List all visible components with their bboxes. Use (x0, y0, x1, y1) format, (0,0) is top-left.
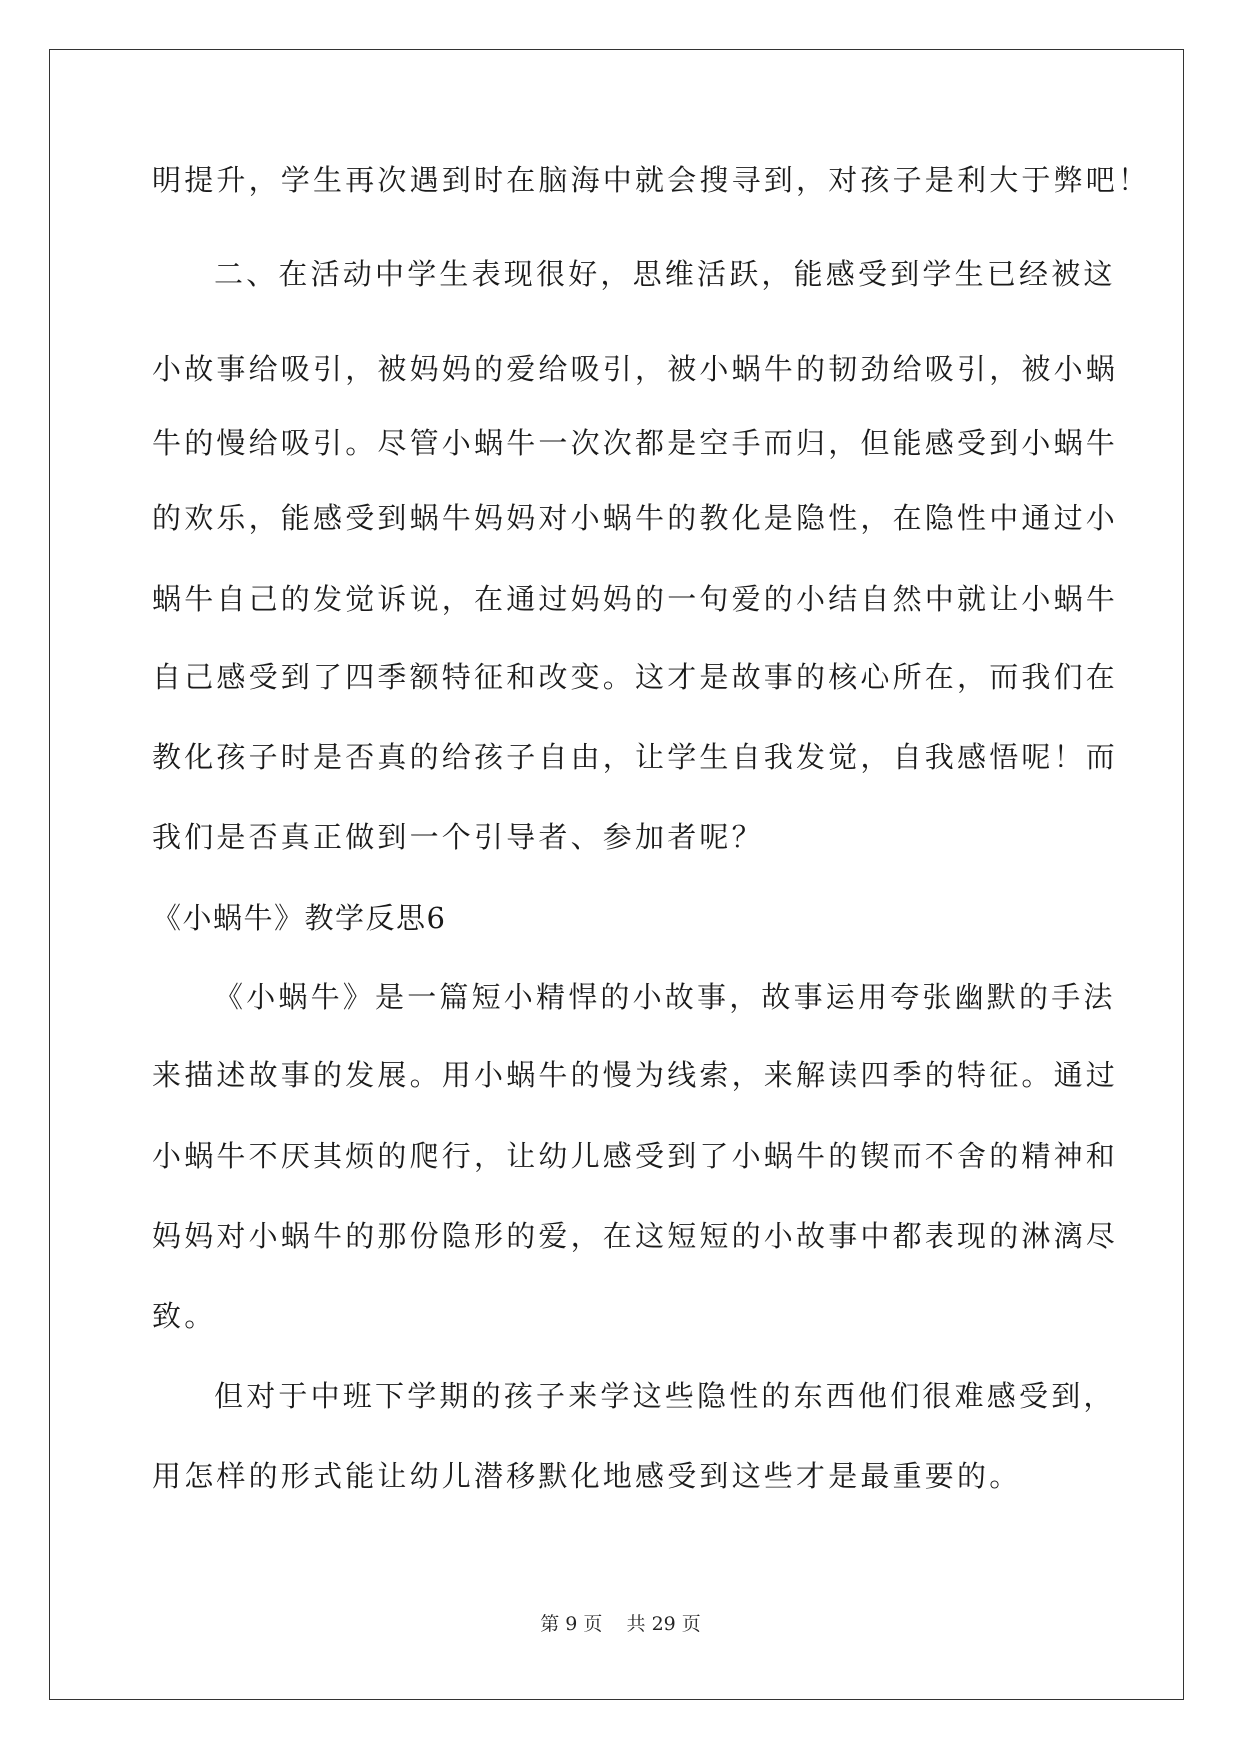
paragraph-line: 致。 (152, 1299, 217, 1333)
paragraph-line: 来描述故事的发展。用小蜗牛的慢为线索，来解读四季的特征。通过 (152, 1058, 1119, 1092)
paragraph-line: 的欢乐，能感受到蜗牛妈妈对小蜗牛的教化是隐性，在隐性中通过小 (152, 501, 1119, 535)
paragraph-line: 自己感受到了四季额特征和改变。这才是故事的核心所在，而我们在 (152, 660, 1119, 694)
paragraph-line: 妈妈对小蜗牛的那份隐形的爱，在这短短的小故事中都表现的淋漓尽 (152, 1219, 1119, 1253)
page-number-footer: 第 9 页 共 29 页 (540, 1613, 701, 1635)
paragraph-line: 二、在活动中学生表现很好，思维活跃，能感受到学生已经被这 (214, 257, 1116, 291)
paragraph-line: 牛的慢给吸引。尽管小蜗牛一次次都是空手而归，但能感受到小蜗牛 (152, 426, 1119, 460)
paragraph-line: 明提升，学生再次遇到时在脑海中就会搜寻到，对孩子是利大于弊吧！ (152, 163, 1151, 197)
paragraph-line: 小蜗牛不厌其烦的爬行，让幼儿感受到了小蜗牛的锲而不舍的精神和 (152, 1139, 1119, 1173)
section-heading: 《小蜗牛》教学反思6 (152, 901, 447, 935)
paragraph-line: 小故事给吸引，被妈妈的爱给吸引，被小蜗牛的韧劲给吸引，被小蜗 (152, 352, 1119, 386)
paragraph-line: 但对于中班下学期的孩子来学这些隐性的东西他们很难感受到， (214, 1379, 1116, 1413)
paragraph-line: 蜗牛自己的发觉诉说，在通过妈妈的一句爱的小结自然中就让小蜗牛 (152, 582, 1119, 616)
paragraph-line: 教化孩子时是否真的给孩子自由，让学生自我发觉，自我感悟呢！而 (152, 740, 1119, 774)
page-border (49, 49, 1184, 1700)
paragraph-line: 用怎样的形式能让幼儿潜移默化地感受到这些才是最重要的。 (152, 1459, 1022, 1493)
paragraph-line: 我们是否真正做到一个引导者、参加者呢？ (152, 820, 764, 854)
paragraph-line: 《小蜗牛》是一篇短小精悍的小故事，故事运用夸张幽默的手法 (214, 980, 1116, 1014)
